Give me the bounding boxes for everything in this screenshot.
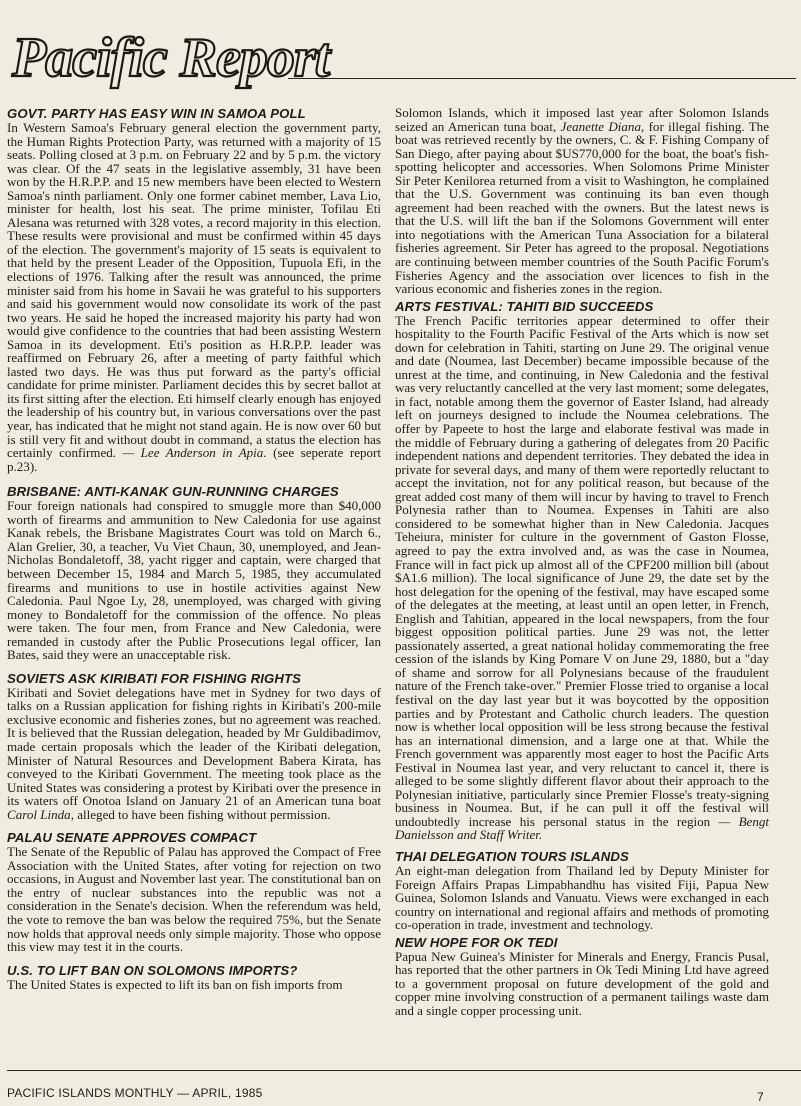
body-text: Kiribati and Soviet delegations have met in Sydney for two days of talks on a Russian application for fishing rights in Kiribati's 200-mile exclusive economic and fisheries zones, but no agreement was reached. It is believed that the Russian delegation, headed by Mr Guldibadimov, made certain proposals which the leader of the Kiribati delegation, Minister of Natural Resources and Development Babera Kirata, has conveyed to the Kiribati Government. The meeting took place as the United States was considering a protest by Kiribati over the presence in its waters off Onotoa Island on January 21 of an American tuna boat xyxy=(7,684,381,809)
page-number: 7 xyxy=(757,1090,764,1104)
byline: — Bengt Danielsson and Staff Writer. xyxy=(395,813,770,843)
story-solomons-imports xyxy=(7,963,381,992)
byline: — Lee Anderson in Apia. xyxy=(122,445,267,461)
story-brisbane-gun-running xyxy=(7,484,381,662)
body-text: The French Pacific territories appear determined to offer their hospitality to the Fourth Pacific Festival of the Arts which is now set down for celebration in Tahiti, starting on June 29. The original venue and date (Noumea, last December) became impossible because of the unrest at the time, and continuing, in New Caledonia and the festival was very reluctantly cancelled at the very last moment; some delegates, in fact, notable among them the governor of Easter Island, had already left on journeys designed to include the Noumea celebrations. The offer by Papeete to host the large and elaborate festival was made in the middle of February during a gathering of delegates from 20 Pacific independent nations and dependent territories. They debated the idea in private for several days, and many of them were reportedly reluctant to accept the invitation, not for any political reason, but because of the great added cost many of them will incur by having to travel to French Polynesia rather than to Noumea. Expenses in Tahiti are also considered to be somewhat higher than in New Caledonia. Jacques Teheiura, minister for culture in the government of Gaston Flosse, agreed to pay the extra involved and, as was the case in Noumea, France will in fact pick up almost all of the CPF200 million bill (about $A1.6 million). The local significance of June 29, the date set by the host delegation for the opening of the festival, may have escaped some of the delegates at the meeting, at least until an open letter, in French, English and Tahitian, appeared in the local newspapers, from the four biggest opposition political parties. June 29 was not, the letter passionately asserted, a great national holiday commemorating the free cession of the islands by King Pomare V on June 29, 1880, but a "day of shame and sorrow for all Polynesians because of the fraudulent nature of the French take-over." Premier Flosse tried to organise a local festival on the day last year but it was boycotted by the opposition parties and by Protestant and Catholic church leaders. The question now is whether local opposition will be less strong because the festival has an international dimension, and a large one at that. While the French government was apparently most eager to host the Pacific Arts Festival in Noumea last year, and very reluctant to cancel it, there is alleged to be some slightly different flavor about their approach to the Polynesian initiative, particularly since Premier Flosse's treaty-signing business in Noumea. But, if he can pull it off the festival will undoubtedly increase his personal status in the region xyxy=(395,312,769,829)
headline: GOVT. PARTY HAS EASY WIN IN SAMOA POLL xyxy=(7,106,306,121)
masthead xyxy=(6,14,796,94)
story-body xyxy=(7,121,381,473)
headline: ARTS FESTIVAL: TAHITI BID SUCCEEDS xyxy=(395,298,654,314)
story-samoa-poll xyxy=(7,106,381,473)
story-body-continued xyxy=(395,106,769,296)
story-body: An eight-man delegation from Thailand led by Deputy Minister for Foreign Affairs Prapas Limpabhandhu has visited Fiji, Papua New Guinea, Solomon Islands and Vanuatu. Views were exchanged in each country on international and regional affairs and methods of promoting co-operation in trade, investment and technology. xyxy=(395,862,769,933)
left-column xyxy=(7,106,381,991)
body-text: , for illegal fishing. The boat was retrieved recently by the owners, C. & F. Fishing Company of San Diego, after paying about $US770,000 for the boat, the boat's fish-spotting helicopter and accessories. When Solomons Prime Minister Sir Peter Kenilorea returned from a visit to Washington, he complained that the U.S. Government was continuing its ban even though agreement had been reached with the owners. But the latest news is that the U.S. will lift the ban if the Solomons Government will enter into negotiations with the American Tuna Association for a bilateral fisheries agreement. Sir Peter has agreed to the proposal. Negotiations are continuing between member countries of the South Pacific Forum's Fisheries Agency and the association over licences to fish in the various economic and fisheries zones in the region. xyxy=(395,118,769,297)
body-text: , alleged to have been fishing without permission. xyxy=(70,806,331,822)
vessel-name: Jeanette Diana xyxy=(560,118,641,134)
headline: NEW HOPE FOR OK TEDI xyxy=(395,934,558,950)
headline: BRISBANE: ANTI-KANAK GUN-RUNNING CHARGES xyxy=(7,484,339,500)
story-palau-compact xyxy=(7,830,381,953)
headline: SOVIETS ASK KIRIBATI FOR FISHING RIGHTS xyxy=(7,670,302,686)
story-body: The Senate of the Republic of Palau has approved the Compact of Free Association with the United States, after voting for rejection on two occasions, in August and November last year. The constitutional ban on the entry of nuclear substances into the republic was not a consideration in the Senate's decision. When the referendum was held, the vote to remove the ban was below the required 75%, but the Senate now holds that approval needs only simple majority. Those who oppose this view may test it in the courts. xyxy=(7,844,381,955)
story-thai-delegation xyxy=(395,849,769,932)
story-body: The United States is expected to lift its ban on fish imports from xyxy=(7,976,343,992)
story-body xyxy=(7,686,381,821)
story-arts-festival xyxy=(395,299,769,842)
headline: THAI DELEGATION TOURS ISLANDS xyxy=(395,848,629,864)
headline: U.S. TO LIFT BAN ON SOLOMONS IMPORTS? xyxy=(7,962,298,978)
story-solomons-imports-continued xyxy=(395,106,769,296)
publication-footer: PACIFIC ISLANDS MONTHLY — APRIL, 1985 xyxy=(7,1086,263,1100)
body-text: In Western Samoa's February general election the government party, the Human Rights Protection Party, was returned with a majority of 15 seats. Polling closed at 3 p.m. on February 22 and by 5 p.m. the victory was clear. Of the 47 seats in the legislative assembly, 31 have been won by the H.R.P.P. and 15 new members have been elected to Western Samoa's ninth parliament. Only one former cabinet member, Lava Lio, minister for health, lost his seat. The prime minister, Tofilau Eti Alesana was returned with 328 votes, a record majority in this election. These results were provisional and must be confirmed within 45 days of the election. The government's majority of 15 seats is equivalent to that held by the present Leader of the Opposition, Tupuola Efi, in the elections of 1976. Talking after the result was announced, the prime minister said from his home in Savaii he was grateful to his supporters and said his government would now consolidate its work of the past two years. He said he hoped the increased majority his party had won would give confidence to the countries that had been assisting Western Samoa in its development. Eti's position as H.R.P.P. leader was reaffirmed on February 26, after a meeting of party faithful which lasted two days. He was thus put forward as the party's official candidate for prime minister. Parliament decides this by secret ballot at its first sitting after the election. Eti himself clearly enough has enjoyed the leadership of his country but, in various conversations over the past year, has indicated that he might not stand again. He is now over 60 but is still very fit and without doubt in command, a status the election has certainly confirmed. xyxy=(7,120,381,461)
masthead-title: Pacific Report xyxy=(12,27,330,89)
story-body: Papua New Guinea's Minister for Minerals and Energy, Francis Pusal, has reported that the other partners in Ok Tedi Mining Ltd have agreed to a government proposal on future development of the gold and copper mine involving construction of a permanent tailings waste dam and a single copper processing unit. xyxy=(395,948,769,1018)
story-body xyxy=(395,314,769,842)
story-ok-tedi xyxy=(395,935,769,1018)
footer-rule xyxy=(7,1070,801,1071)
body-text: Solomon Islands, which it imposed last year after Solomon Islands seized an American tuna boat, xyxy=(395,105,769,134)
cross-reference: (see seperate report p.23). xyxy=(7,445,382,474)
vessel-name: Carol Linda xyxy=(7,806,71,822)
right-column xyxy=(395,106,769,1017)
pacific-report-logo xyxy=(8,14,330,94)
masthead-rule xyxy=(288,78,796,79)
headline: PALAU SENATE APPROVES COMPACT xyxy=(7,830,257,846)
story-kiribati-fishing xyxy=(7,671,381,821)
story-body: Four foreign nationals had conspired to smuggle more than $40,000 worth of firearms and ammunition to New Caledonia for use against Kanak rebels, the Brisbane Magistrates Court was told on March 6., Alan Grelier, 30, a teacher, Vu Viet Chaun, 30, unemployed, and Jean-Nicholas Bondaletoff, 38, yacht rigger and captain, were charged that between December 15, 1984 and March 5, 1985, they accumulated firearms and munitions to use in hostile activities against New Caledonia. Paul Ngoe Ly, 28, unemployed, was charged with giving money to Bondaletoff for the commission of the offence. No pleas were taken. The four men, from France and New Caledonia, were remanded in custody after the Public Prosecutions legal officer, Ian Bates, said they were an unacceptable risk. xyxy=(7,498,381,663)
